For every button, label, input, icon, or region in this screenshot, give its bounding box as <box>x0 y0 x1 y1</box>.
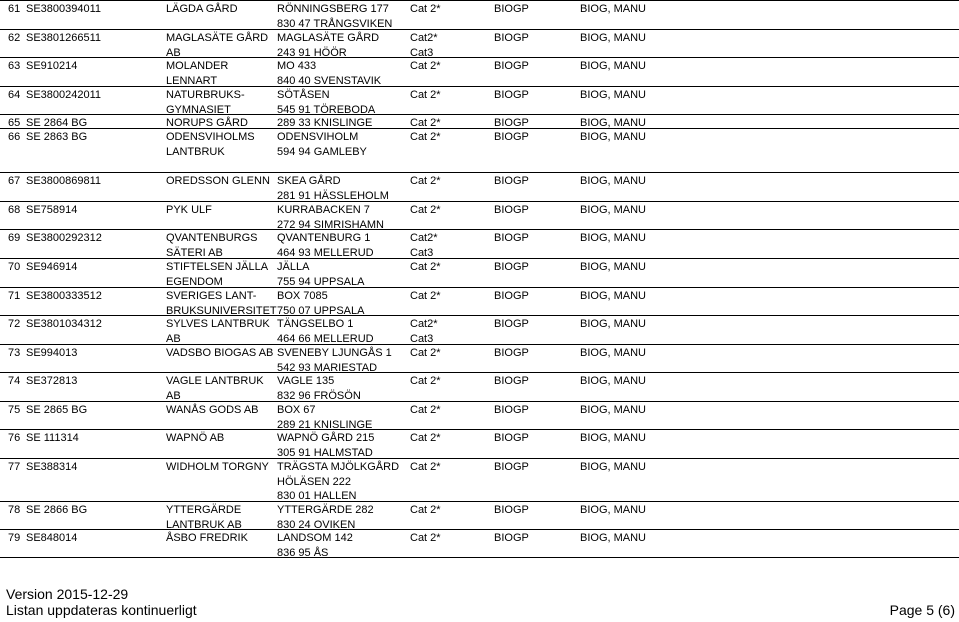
category-line: Cat 2* <box>410 204 441 216</box>
category <box>410 374 490 389</box>
product-type: BIOG, MANU <box>580 89 647 101</box>
establishment-name <box>166 460 276 475</box>
category-line: Cat 2* <box>410 89 441 101</box>
category-line: Cat 2* <box>410 432 441 444</box>
establishment-address-line: 289 21 KNISLINGE <box>277 418 373 431</box>
establishment-name <box>166 317 276 346</box>
category <box>410 289 490 304</box>
activity-code: BIOGP <box>494 232 529 244</box>
establishment-name-line: LANTBRUK <box>166 145 225 158</box>
establishment-address-line: SKEA GÅRD <box>277 175 341 187</box>
establishment-address-line: 281 91 HÄSSLEHOLM <box>277 189 389 202</box>
approval-id: SE 2866 BG <box>26 504 88 516</box>
establishment-name <box>166 231 276 260</box>
product-type: BIOG, MANU <box>580 347 647 359</box>
activity-code: BIOGP <box>494 60 529 72</box>
establishment-address-line: YTTERGÄRDE 282 <box>277 504 374 516</box>
table-row <box>0 372 959 400</box>
category-line: Cat 2* <box>410 131 441 143</box>
table-row <box>0 401 959 429</box>
establishment-name <box>166 203 276 218</box>
establishment-address <box>277 231 409 260</box>
establishment-name-line: NORUPS GÅRD <box>166 117 248 129</box>
table-row <box>0 344 959 372</box>
establishment-address-line: SVENEBY LJUNGÅS 1 <box>277 347 392 359</box>
establishment-name-line: SÄTERI AB <box>166 246 223 259</box>
establishment-name-line: BRUKSUNIVERSITET <box>166 304 277 317</box>
establishment-name <box>166 88 276 117</box>
activity-code: BIOGP <box>494 32 529 44</box>
approval-id: SE3800394011 <box>26 3 102 15</box>
establishment-address-line: WAPNÖ GÅRD 215 <box>277 432 375 444</box>
establishment-name <box>166 59 276 88</box>
table-row <box>0 201 959 229</box>
category <box>410 531 490 546</box>
establishment-name-line: OREDSSON GLENN <box>166 175 270 187</box>
category <box>410 431 490 446</box>
establishment-address <box>277 260 409 289</box>
establishment-address-line: RÖNNINGSBERG 177 <box>277 3 389 15</box>
establishment-address <box>277 431 409 460</box>
establishment-name <box>166 174 276 189</box>
establishment-address <box>277 289 409 318</box>
category-line: Cat 2* <box>410 60 441 72</box>
table-row <box>0 57 959 85</box>
approval-id: SE3800242011 <box>26 89 102 101</box>
table-bottom-rule <box>0 557 959 558</box>
row-number: 79 <box>8 532 21 544</box>
activity-code: BIOGP <box>494 175 529 187</box>
row-number: 61 <box>8 3 21 15</box>
establishment-address <box>277 203 409 232</box>
establishment-address <box>277 503 409 532</box>
establishment-name <box>166 346 276 361</box>
establishment-address <box>277 59 409 88</box>
row-number: 70 <box>8 261 21 273</box>
activity-code: BIOGP <box>494 290 529 302</box>
activity-code: BIOGP <box>494 318 529 330</box>
category <box>410 260 490 275</box>
establishment-name-line: SVERIGES LANT- <box>166 290 257 302</box>
establishment-address-line: 750 07 UPPSALA <box>277 304 365 317</box>
product-type: BIOG, MANU <box>580 532 647 544</box>
approval-id: SE946914 <box>26 261 78 273</box>
activity-code: BIOGP <box>494 89 529 101</box>
category <box>410 203 490 218</box>
establishment-name <box>166 531 276 546</box>
establishment-address <box>277 2 409 31</box>
approval-id: SE758914 <box>26 204 78 216</box>
product-type: BIOG, MANU <box>580 461 647 473</box>
row-number: 65 <box>8 117 21 129</box>
establishment-name <box>166 2 276 17</box>
establishment-name-line: YTTERGÄRDE <box>166 504 242 516</box>
establishment-name-line: ÅSBO FREDRIK <box>166 532 248 544</box>
establishment-address-line: 545 91 TÖREBODA <box>277 103 376 116</box>
activity-code: BIOGP <box>494 404 529 416</box>
establishment-name <box>166 289 276 318</box>
establishment-address-line: 594 94 GAMLEBY <box>277 145 367 158</box>
table-row <box>0 315 959 344</box>
approval-id: SE848014 <box>26 532 78 544</box>
establishment-address <box>277 88 409 117</box>
establishment-name-line: SYLVES LANTBRUK <box>166 318 270 330</box>
establishment-address-line: VAGLE 135 <box>277 375 335 387</box>
establishment-address-line: BOX 7085 <box>277 290 328 302</box>
product-type: BIOG, MANU <box>580 3 647 15</box>
approval-id: SE388314 <box>26 461 78 473</box>
establishment-name-line: VADSBO BIOGAS AB <box>166 347 274 359</box>
category-line: Cat2* <box>410 318 438 330</box>
establishment-name-line: VAGLE LANTBRUK <box>166 375 264 387</box>
row-number: 73 <box>8 347 21 359</box>
establishment-address-line: LANDSOM 142 <box>277 532 353 544</box>
establishment-name <box>166 403 276 418</box>
table-row <box>0 114 959 128</box>
table-row <box>0 0 959 30</box>
row-number: 62 <box>8 32 21 44</box>
table-row <box>0 287 959 315</box>
product-type: BIOG, MANU <box>580 290 647 302</box>
establishment-name-line: WAPNÖ AB <box>166 432 225 444</box>
establishment-name-line: AB <box>166 332 181 345</box>
activity-code: BIOGP <box>494 117 529 129</box>
establishment-address-line: TRÄGSTA MJÖLKGÅRD <box>277 461 400 473</box>
footer-left <box>6 586 197 618</box>
product-type: BIOG, MANU <box>580 504 647 516</box>
category-line: Cat 2* <box>410 3 441 15</box>
approval-id: SE372813 <box>26 375 78 387</box>
category <box>410 503 490 518</box>
product-type: BIOG, MANU <box>580 131 647 143</box>
category <box>410 403 490 418</box>
establishment-name-line: WANÅS GODS AB <box>166 404 259 416</box>
product-type: BIOG, MANU <box>580 432 647 444</box>
establishment-name-line: LÄGDA GÅRD <box>166 3 238 15</box>
category <box>410 59 490 74</box>
establishment-name-line: NATURBRUKS- <box>166 89 245 101</box>
establishment-address <box>277 317 409 346</box>
product-type: BIOG, MANU <box>580 60 647 72</box>
establishment-name-line: LENNART <box>166 74 218 87</box>
establishment-name <box>166 503 276 532</box>
establishment-name-line: QVANTENBURGS <box>166 232 258 244</box>
category <box>410 130 490 145</box>
product-type: BIOG, MANU <box>580 404 647 416</box>
establishment-name <box>166 130 276 159</box>
establishment-name-line: MOLANDER <box>166 60 229 72</box>
category-line: Cat3 <box>410 332 434 345</box>
table-row <box>0 501 959 529</box>
category-line: Cat 2* <box>410 532 441 544</box>
table-row <box>0 229 959 258</box>
establishment-address <box>277 374 409 403</box>
category <box>410 231 490 260</box>
row-number: 78 <box>8 504 21 516</box>
establishment-name-line: EGENDOM <box>166 275 223 288</box>
approval-id: SE910214 <box>26 60 78 72</box>
activity-code: BIOGP <box>494 3 529 15</box>
establishment-address-line: 272 94 SIMRISHAMN <box>277 218 384 231</box>
establishment-name-line: MAGLASÄTE GÅRD <box>166 32 269 44</box>
row-number: 69 <box>8 232 21 244</box>
approval-id: SE994013 <box>26 347 78 359</box>
establishment-address-line: QVANTENBURG 1 <box>277 232 371 244</box>
establishment-address-line: 832 96 FRÖSÖN <box>277 389 361 402</box>
category-line: Cat 2* <box>410 175 441 187</box>
approval-id: SE 2863 BG <box>26 131 88 143</box>
establishment-name-line: GYMNASIET <box>166 103 231 116</box>
approval-id: SE3801034312 <box>26 318 102 330</box>
establishment-name-line: LANTBRUK AB <box>166 518 242 531</box>
table-row <box>0 86 959 114</box>
category-line: Cat 2* <box>410 461 441 473</box>
category <box>410 88 490 103</box>
update-note: Listan uppdateras kontinuerligt <box>6 602 197 618</box>
establishment-address-line: MAGLASÄTE GÅRD <box>277 32 380 44</box>
establishment-address-line: 830 24 OVIKEN <box>277 518 356 531</box>
establishment-address-line: 840 40 SVENSTAVIK <box>277 74 382 87</box>
table-row <box>0 429 959 458</box>
row-number: 77 <box>8 461 21 473</box>
establishment-address-line: SÖTÅSEN <box>277 89 330 101</box>
product-type: BIOG, MANU <box>580 175 647 187</box>
establishment-name-line: AB <box>166 46 181 59</box>
establishment-name-line: AB <box>166 389 181 402</box>
row-number: 66 <box>8 131 21 143</box>
establishment-address-line: MO 433 <box>277 60 317 72</box>
product-type: BIOG, MANU <box>580 375 647 387</box>
row-number: 68 <box>8 204 21 216</box>
approval-id: SE3801266511 <box>26 32 102 44</box>
establishment-address-line: HÖLÄSEN 222 <box>277 475 351 488</box>
establishment-address <box>277 460 409 504</box>
establishment-address-line: 830 01 HALLEN <box>277 490 357 502</box>
establishment-name <box>166 431 276 446</box>
row-number: 74 <box>8 375 21 387</box>
category-line: Cat2* <box>410 232 438 244</box>
establishment-address-line: 542 93 MARIESTAD <box>277 361 378 374</box>
establishment-address-line: TÄNGSELBO 1 <box>277 318 354 330</box>
establishment-name <box>166 260 276 289</box>
version-label: Version 2015-12-29 <box>6 586 129 602</box>
activity-code: BIOGP <box>494 432 529 444</box>
row-number: 71 <box>8 290 21 302</box>
establishment-address-line: KURRABACKEN 7 <box>277 204 370 216</box>
establishment-address <box>277 130 409 159</box>
establishment-address <box>277 31 409 60</box>
table-row <box>0 29 959 57</box>
row-number: 67 <box>8 175 21 187</box>
establishment-address-line: ODENSVIHOLM <box>277 131 359 143</box>
table-row <box>0 258 959 286</box>
establishment-address-line: 830 47 TRÅNGSVIKEN <box>277 17 393 30</box>
establishment-address-line: 755 94 UPPSALA <box>277 275 365 288</box>
category-line: Cat 2* <box>410 375 441 387</box>
row-number: 75 <box>8 404 21 416</box>
establishment-address <box>277 174 409 203</box>
table-row <box>0 172 959 200</box>
row-number: 72 <box>8 318 21 330</box>
establishment-address <box>277 346 409 375</box>
category <box>410 2 490 17</box>
row-number: 76 <box>8 432 21 444</box>
establishment-name-line: ODENSVIHOLMS <box>166 131 255 143</box>
row-number: 63 <box>8 60 21 72</box>
activity-code: BIOGP <box>494 504 529 516</box>
establishment-name-line: PYK ULF <box>166 204 212 216</box>
approval-id: SE 111314 <box>26 432 79 444</box>
approval-id: SE3800292312 <box>26 232 102 244</box>
row-number: 64 <box>8 89 21 101</box>
establishment-name <box>166 374 276 403</box>
category <box>410 174 490 189</box>
product-type: BIOG, MANU <box>580 204 647 216</box>
establishment-name-line: STIFTELSEN JÄLLA <box>166 261 269 273</box>
product-type: BIOG, MANU <box>580 261 647 273</box>
category-line: Cat3 <box>410 46 434 59</box>
establishment-address-line: 836 95 ÅS <box>277 546 329 559</box>
table-row <box>0 458 959 501</box>
category <box>410 460 490 475</box>
category <box>410 346 490 361</box>
category-line: Cat 2* <box>410 347 441 359</box>
activity-code: BIOGP <box>494 347 529 359</box>
category-line: Cat 2* <box>410 404 441 416</box>
category-line: Cat 2* <box>410 504 441 516</box>
establishment-address <box>277 403 409 432</box>
product-type: BIOG, MANU <box>580 318 647 330</box>
page-number: Page 5 (6) <box>889 602 955 618</box>
activity-code: BIOGP <box>494 532 529 544</box>
approval-id: SE3800333512 <box>26 290 102 302</box>
activity-code: BIOGP <box>494 461 529 473</box>
establishment-address-line: 305 91 HALMSTAD <box>277 446 373 459</box>
product-type: BIOG, MANU <box>580 232 647 244</box>
establishment-address-line: 289 33 KNISLINGE <box>277 117 373 129</box>
product-type: BIOG, MANU <box>580 32 647 44</box>
establishment-address-line: BOX 67 <box>277 404 316 416</box>
establishment-address-line: 464 93 MELLERUD <box>277 246 374 259</box>
establishment-address <box>277 531 409 560</box>
category-line: Cat2* <box>410 32 438 44</box>
category-line: Cat 2* <box>410 261 441 273</box>
category-line: Cat3 <box>410 246 434 259</box>
establishment-name-line: WIDHOLM TORGNY <box>166 461 269 473</box>
activity-code: BIOGP <box>494 375 529 387</box>
approval-id: SE 2865 BG <box>26 404 88 416</box>
approval-id: SE 2864 BG <box>26 117 88 129</box>
establishment-address-line: 243 91 HÖÖR <box>277 46 347 59</box>
table-row <box>0 128 959 172</box>
activity-code: BIOGP <box>494 204 529 216</box>
table-row <box>0 529 959 558</box>
approval-id: SE3800869811 <box>26 175 102 187</box>
establishment-address-line: JÄLLA <box>277 261 310 273</box>
category <box>410 317 490 346</box>
establishment-address-line: 464 66 MELLERUD <box>277 332 374 345</box>
product-type: BIOG, MANU <box>580 117 647 129</box>
establishment-name <box>166 31 276 60</box>
activity-code: BIOGP <box>494 131 529 143</box>
activity-code: BIOGP <box>494 261 529 273</box>
category-line: Cat 2* <box>410 117 441 129</box>
category-line: Cat 2* <box>410 290 441 302</box>
category <box>410 31 490 60</box>
